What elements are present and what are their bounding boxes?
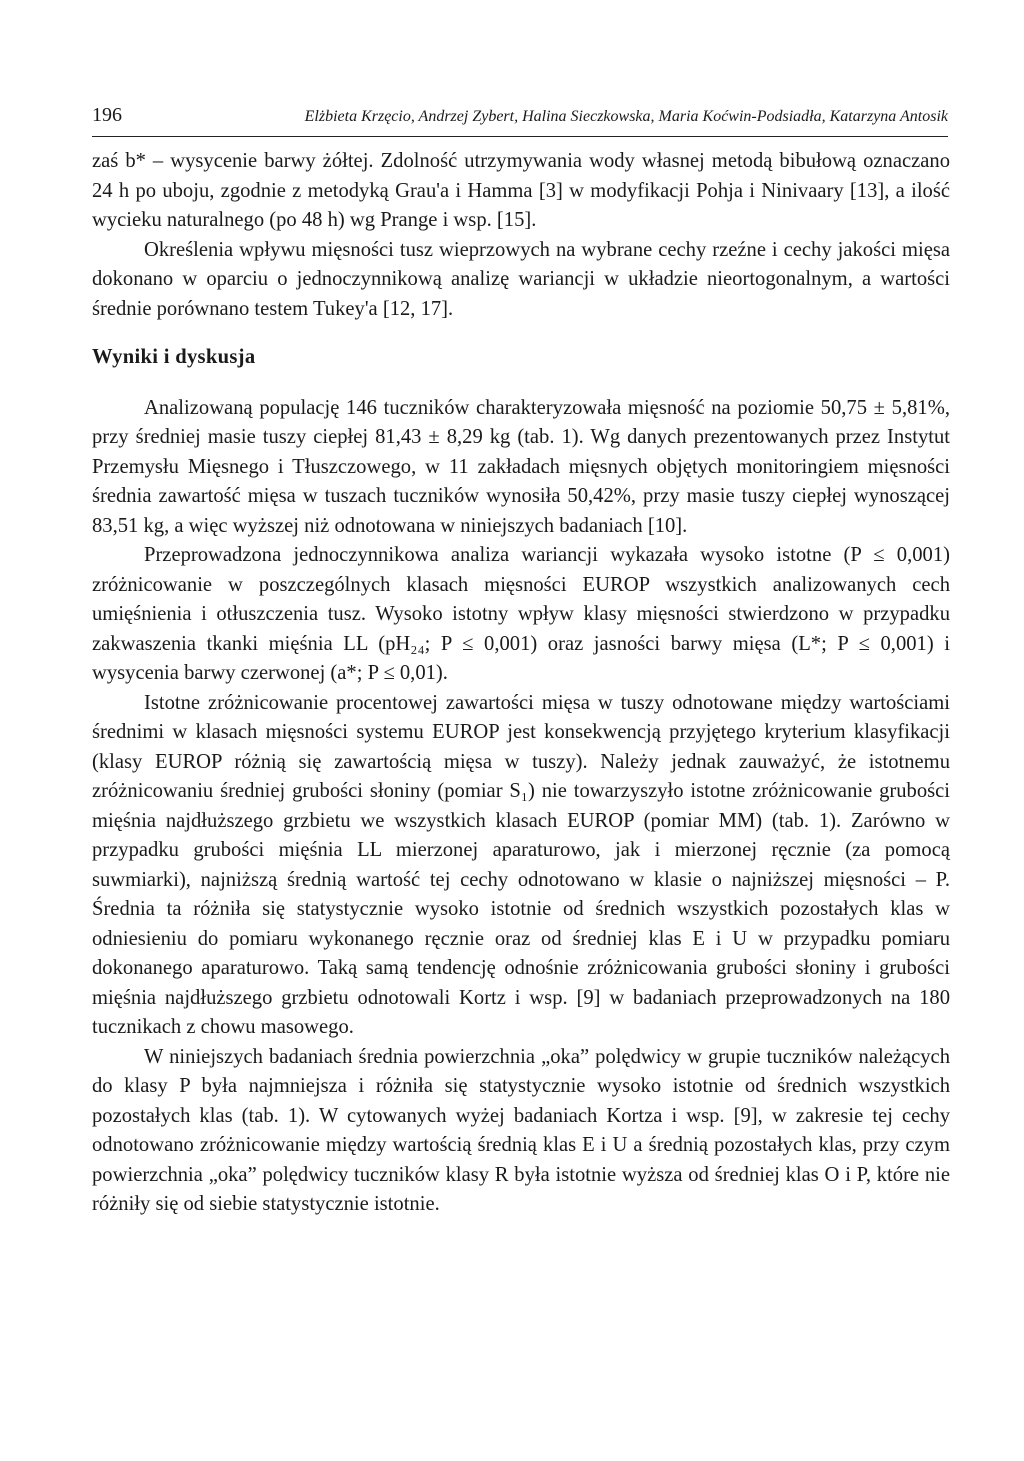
paragraph-population: Analizowaną populację 146 tuczników charakteryzowała mięsność na poziomie 50,75 ± 5,81%, przy średniej masie tuszy ciepłej 81,43 ± 8,29 kg (tab. 1). Wg danych prezentowanych przez Instytut Przemysłu Mięsnego i Tłuszczowego, w 11 zakładach mięsnych objętych monitoringiem mięsności średnia zawartość mięsa w tuszach tuczników wynosiła 50,42%, przy masie tuszy ciepłej wynoszącej 83,51 kg, a więc wyższej niż odnotowana w niniejszych badaniach [10].: [92, 396, 950, 537]
paragraph-variance-analysis: Przeprowadzona jednoczynnikowa analiza wariancji wykazała wysoko istotne (P ≤ 0,001) zróżnicowanie w poszczególnych klasach mięsności EUROP wszystkich analizowanych cech umięśnienia i otłuszczenia tusz. Wysoko istotny wpływ klasy mięsności stwierdzono w przypadku zakwaszenia tkanki mięśnia LL (pH₂₄; P ≤ 0,001) oraz jasności barwy mięsa (L*; P ≤ 0,001) i wysycenia barwy czerwonej (a*; P ≤ 0,01).: [92, 544, 950, 684]
paragraph-loin-eye-area: W niniejszych badaniach średnia powierzchnia „oka” polędwicy w grupie tuczników należących do klasy P była najmniejsza i różniła się statystycznie wysoko istotnie od średnich wszystkich pozostałych klas (tab. 1). W cytowanych wyżej badaniach Kortza i wsp. [9], w zakresie tej cechy odnotowano zróżnicowanie między wartością średnią klas E i U a średnią pozostałych klas, przy czym powierzchnia „oka” polędwicy tuczników klasy R była istotnie wyższa od średniej klas O i P, które nie różniły się od siebie statystycznie istotnie.: [92, 1045, 950, 1215]
article-body: [92, 147, 950, 1220]
header-authors: Elżbieta Krzęcio, Andrzej Zybert, Halina Sieczkowska, Maria Koćwin-Podsiadła, Katarzyna Antosik: [304, 108, 948, 125]
paragraph-methods-continued: zaś b* – wysycenie barwy żółtej. Zdolność utrzymywania wody własnej metodą bibułową oznaczano 24 h po uboju, zgodnie z metodyką Grau'a i Hamma [3] w modyfikacji Pohja i Ninivaary [13], a ilość wycieku naturalnego (po 48 h) wg Prange i wsp. [15].: [92, 150, 950, 231]
section-heading: Wyniki i dyskusja: [92, 346, 256, 368]
paragraph-meat-content-differences: Istotne zróżnicowanie procentowej zawartości mięsa w tuszy odnotowane między wartościami średnimi w klasach mięsności systemu EUROP jest konsekwencją przyjętego kryterium klasyfikacji (klasy EUROP różnią się zawartością mięsa w tuszy). Należy jednak zauważyć, że istotnemu zróżnicowaniu średniej grubości słoniny (pomiar S₁) nie towarzyszyło istotne zróżnicowanie grubości mięśnia najdłuższego grzbietu we wszystkich klasach EUROP (pomiar MM) (tab. 1). Zarówno w przypadku grubości mięśnia LL mierzonej aparaturowo, jak i mierzonej ręcznie (za pomocą suwmiarki), najniższą średnią wartość tej cechy odnotowano w klasie o najniższej mięsności – P. Średnia ta różniła się statystycznie wysoko istotnie od średnich wszystkich pozostałych klas w odniesieniu do pomiaru wykonanego ręcznie oraz od średniej klas E i U w przypadku pomiaru dokonanego aparaturowo. Taką samą tendencję odnośnie zróżnicowania grubości słoniny i grubości mięśnia najdłuższego grzbietu odnotowali Kortz i wsp. [9] w badaniach przeprowadzonych na 180 tucznikach z chowu masowego.: [92, 691, 950, 1038]
running-header: [92, 100, 948, 137]
paragraph-statistical-analysis: Określenia wpływu mięsności tusz wieprzowych na wybrane cechy rzeźne i cechy jakości mięsa dokonano w oparciu o jednoczynnikową analizę wariancji w układzie nieortogonalnym, a wartości średnie porównano testem Tukey'a [12, 17].: [92, 238, 950, 320]
page-number: 196: [92, 104, 122, 126]
